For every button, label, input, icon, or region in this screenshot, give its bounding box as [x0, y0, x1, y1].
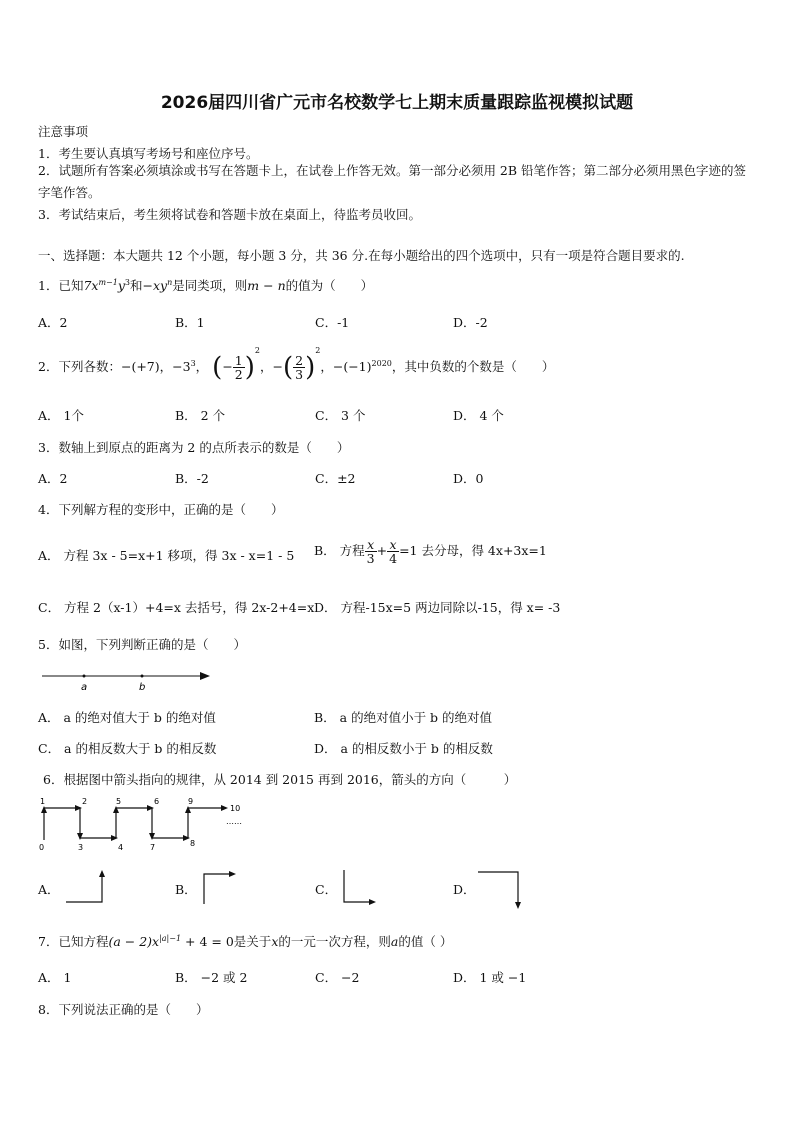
q2-option-b: B． 2 个	[175, 408, 226, 423]
q6-option-d: D．	[453, 882, 476, 897]
question-2: 2．下列各数：−(+7)，$-3^3$， (− $\frac{1}{2}$ )$^2$，−( $\frac{2}{3}$ )$^2$，$-(-1)^{2020}$，其中负数的个数是（ ）	[38, 346, 555, 383]
question-3: 3．数轴上到原点的距离为 2 的点所表示的数是（ ）	[38, 440, 350, 455]
svg-text:3: 3	[78, 843, 84, 852]
q7-option-a: A． 1	[38, 970, 72, 985]
q5-option-d: D． a 的相反数小于 b 的相反数	[314, 741, 493, 756]
question-4: 4．下列解方程的变形中，正确的是（ ）	[38, 502, 284, 517]
question-8: 8．下列说法正确的是（ ）	[38, 1002, 209, 1017]
q7-option-b: B． −2 或 2	[175, 970, 248, 985]
q5-option-c: C． a 的相反数大于 b 的相反数	[38, 741, 217, 756]
arrow-pattern-figure	[36, 796, 256, 854]
q4-option-b: B． 方程 $\frac{x}{3}$ + $\frac{x}{4}$ =1 去分母，得 4x+3x=1	[314, 537, 547, 566]
q4-option-c: C． 方程 2（x-1）+4=x 去括号，得 2x-2+4=x	[38, 600, 315, 615]
q5-option-a: A． a 的绝对值大于 b 的绝对值	[38, 710, 216, 725]
q7-option-c: C． −2	[315, 970, 360, 985]
q2-option-d: D． 4 个	[453, 408, 504, 423]
q7-option-d: D． 1 或 −1	[453, 970, 527, 985]
arrow-right-icon	[200, 672, 210, 680]
svg-text:6: 6	[154, 797, 160, 806]
notice-item-2: 2．试题所有答案必须填涂或书写在答题卡上，在试卷上作答无效。第一部分必须用 2B 铅笔作答；第二部分必须用黑色字迹的签字笔作答。	[38, 163, 747, 200]
q3-option-d: D．0	[453, 471, 484, 486]
q6-option-a: A．	[38, 882, 60, 897]
q2-option-c: C． 3 个	[315, 408, 366, 423]
svg-text:……: ……	[226, 817, 242, 826]
page-title: 2026届四川省广元市名校数学七上期末质量跟踪监视模拟试题	[160, 93, 634, 113]
question-1: 1．已知$7x^{m-1}y^3$和$-xy^n$是同类项，则m − n的值为（ ）	[38, 277, 374, 293]
q3-option-c: C．±2	[315, 471, 356, 486]
question-7: 7．已知方程$(a - 2)x^{|a|-1} + 4 = 0$是关于x的一元一次方程，则a的值（ ）	[38, 933, 453, 949]
svg-text:8: 8	[190, 839, 196, 848]
notice-item-1: 1．考生要认真填写考场号和座位序号。	[38, 146, 259, 161]
question-5: 5．如图，下列判断正确的是（ ）	[38, 637, 246, 652]
svg-text:2: 2	[82, 797, 88, 806]
svg-text:4: 4	[118, 843, 124, 852]
notice-item-3: 3．考试结束后，考生须将试卷和答题卡放在桌面上，待监考员收回。	[38, 207, 421, 222]
notice-heading: 注意事项	[38, 124, 89, 139]
number-line-figure	[38, 664, 218, 692]
q3-option-a: A．2	[38, 471, 68, 486]
question-6: 6．根据图中箭头指向的规律，从 2014 到 2015 再到 2016，箭头的方向（ ）	[43, 772, 517, 787]
option-b-arrow-icon	[200, 868, 240, 908]
q1-option-b: B．1	[175, 315, 205, 330]
q1-option-a: A．2	[38, 315, 68, 330]
q6-option-c: C．	[315, 882, 338, 897]
svg-text:0: 0	[39, 843, 45, 852]
option-c-arrow-icon	[340, 868, 380, 908]
q5-option-b: B． a 的绝对值小于 b 的绝对值	[314, 710, 493, 725]
svg-text:10: 10	[230, 804, 241, 813]
svg-text:7: 7	[150, 843, 156, 852]
q4-option-a: A． 方程 3x - 5=x+1 移项，得 3x - x=1 - 5	[38, 548, 295, 563]
q3-option-b: B．-2	[175, 471, 209, 486]
q4-option-d: D． 方程-15x=5 两边同除以-15，得 x= -3	[314, 600, 561, 615]
option-d-arrow-icon	[476, 868, 526, 912]
option-a-arrow-icon	[64, 868, 108, 904]
q6-option-b: B．	[175, 882, 197, 897]
section-heading: 一、选择题：本大题共 12 个小题，每小题 3 分，共 36 分.在每小题给出的四个选项中，只有一项是符合题目要求的.	[38, 248, 685, 263]
point-a	[83, 675, 86, 678]
q2-option-a: A． 1个	[38, 408, 84, 423]
q1-option-c: C．-1	[315, 315, 350, 330]
svg-text:1: 1	[40, 797, 46, 806]
q1-option-d: D．-2	[453, 315, 488, 330]
label-b: b	[139, 682, 146, 692]
label-a: a	[81, 682, 88, 692]
svg-text:9: 9	[188, 797, 194, 806]
point-b	[141, 675, 144, 678]
svg-text:5: 5	[116, 797, 122, 806]
